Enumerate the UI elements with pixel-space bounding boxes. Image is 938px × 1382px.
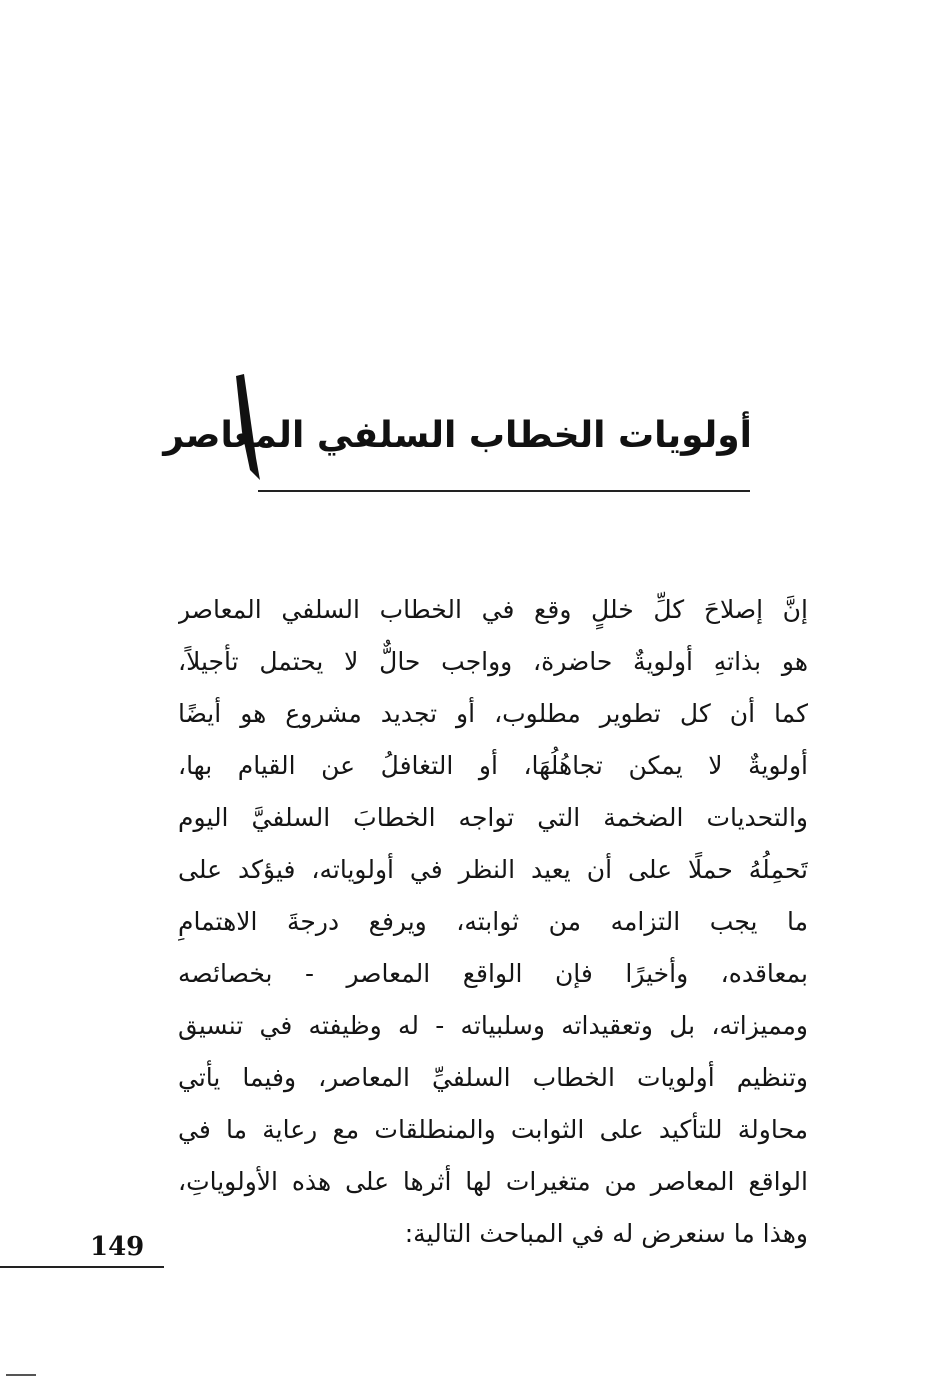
body-line: وهذا ما سنعرض له في المباحث التالية: [404, 1219, 808, 1248]
body-paragraph [178, 584, 808, 1260]
body-line: ومميزاته، بل وتعقيداته وسلبياته - له وظيفته في تنسيق [178, 1011, 808, 1040]
body-line: الواقع المعاصر من متغيرات لها أثرها على هذه الأولوياتِ، [178, 1167, 808, 1196]
scan-edge-mark [6, 1374, 36, 1376]
body-line: محاولة للتأكيد على الثوابت والمنطلقات مع رعاية ما في [178, 1115, 808, 1144]
body-line: وتنظيم أولويات الخطاب السلفيِّ المعاصر، وفيما يأتي [178, 1063, 808, 1092]
body-line: تَحمِلُهُ حملًا على أن يعيد النظر في أولوياته، فيؤكد على [178, 855, 808, 884]
body-line: إنَّ إصلاحَ كلِّ خللٍ وقع في الخطاب السلفي المعاصر [178, 595, 808, 624]
body-line: أولويةٌ لا يمكن تجاهُلُهَا، أو التغافلُ عن القيام بها، [178, 751, 808, 780]
chapter-title: أولويات الخطاب السلفي المعاصر [163, 415, 752, 456]
body-line: ما يجب التزامه من ثوابته، ويرفع درجةَ الاهتمامِ [178, 907, 808, 936]
page-number: 149 [90, 1232, 145, 1262]
page-number-rule [0, 1266, 164, 1268]
body-line: بمعاقده، وأخيرًا فإن الواقع المعاصر - بخصائصه [178, 959, 808, 988]
title-underline [258, 490, 750, 492]
body-line: هو بذاتهِ أولويةٌ حاضرة، وواجب حالٌّ لا يحتمل تأجيلاً، [178, 647, 808, 676]
body-line: والتحديات الضخمة التي تواجه الخطابَ السلفيَّ اليوم [178, 803, 808, 832]
body-line: كما أن كل تطوير مطلوب، أو تجديد مشروع هو أيضًا [178, 699, 808, 728]
